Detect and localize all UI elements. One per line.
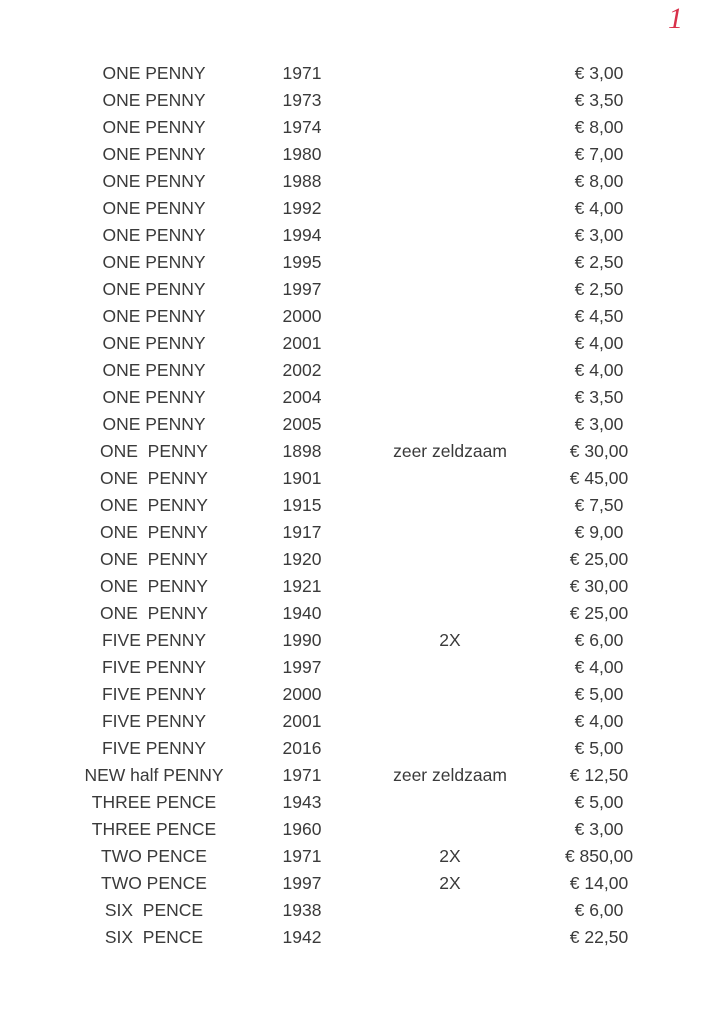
coin-year: 1971 (282, 63, 322, 83)
coin-name: TWO PENCE (101, 846, 207, 866)
coin-year: 1973 (282, 90, 322, 110)
coin-note (370, 924, 530, 951)
coin-year: 1997 (282, 279, 322, 299)
table-row (0, 681, 724, 708)
coin-price: € 22,50 (569, 927, 629, 947)
coin-price: € 3,00 (574, 819, 624, 839)
coin-year: 1974 (282, 117, 322, 137)
coin-note (370, 303, 530, 330)
coin-name: FIVE PENNY (101, 738, 207, 758)
coin-year: 2000 (282, 684, 322, 704)
coin-price: € 4,00 (574, 333, 624, 353)
coin-note (370, 330, 530, 357)
coin-note (370, 141, 530, 168)
coin-name: ONE PENNY (102, 63, 206, 83)
table-row (0, 276, 724, 303)
table-row (0, 114, 724, 141)
coin-year: 1901 (282, 468, 322, 488)
coin-year: 1971 (282, 846, 322, 866)
coin-note: zeer zeldzaam (393, 765, 507, 785)
coin-price: € 3,00 (574, 63, 624, 83)
coin-year: 1940 (282, 603, 322, 623)
coin-note (370, 816, 530, 843)
coin-year: 2001 (282, 333, 322, 353)
coin-name: ONE PENNY (100, 441, 208, 461)
coin-note (370, 897, 530, 924)
coin-name: ONE PENNY (100, 495, 208, 515)
coin-year: 1960 (282, 819, 322, 839)
table-row (0, 222, 724, 249)
table-row (0, 546, 724, 573)
coin-price: € 4,50 (574, 306, 624, 326)
coin-name: ONE PENNY (102, 387, 206, 407)
coin-price: € 14,00 (569, 873, 629, 893)
coin-name: ONE PENNY (102, 252, 206, 272)
coin-year: 2002 (282, 360, 322, 380)
table-row (0, 60, 724, 87)
coin-price: € 3,00 (574, 225, 624, 245)
coin-price: € 4,00 (574, 198, 624, 218)
table-row (0, 303, 724, 330)
coin-price-list (0, 60, 724, 951)
table-row (0, 816, 724, 843)
coin-name: ONE PENNY (100, 576, 208, 596)
coin-note (370, 276, 530, 303)
coin-price: € 850,00 (564, 846, 634, 866)
coin-name: FIVE PENNY (101, 630, 207, 650)
coin-note (370, 735, 530, 762)
coin-price: € 3,50 (574, 90, 624, 110)
table-row (0, 654, 724, 681)
table-row (0, 519, 724, 546)
coin-note: 2X (439, 630, 461, 650)
coin-name: SIX PENCE (104, 927, 204, 947)
coin-name: ONE PENNY (102, 414, 206, 434)
coin-price: € 4,00 (574, 657, 624, 677)
table-row (0, 600, 724, 627)
coin-note (370, 654, 530, 681)
table-row (0, 492, 724, 519)
coin-name: ONE PENNY (100, 603, 208, 623)
table-row (0, 195, 724, 222)
table-row (0, 789, 724, 816)
coin-year: 2016 (282, 738, 322, 758)
coin-year: 1943 (282, 792, 322, 812)
coin-price: € 30,00 (569, 441, 629, 461)
coin-name: ONE PENNY (102, 198, 206, 218)
table-row (0, 438, 724, 465)
coin-note (370, 789, 530, 816)
coin-price: € 3,00 (574, 414, 624, 434)
coin-year: 1997 (282, 873, 322, 893)
coin-note (370, 384, 530, 411)
page-number: 1 (668, 2, 683, 35)
coin-year: 1921 (282, 576, 322, 596)
coin-name: THREE PENCE (91, 819, 217, 839)
coin-year: 1995 (282, 252, 322, 272)
coin-note: zeer zeldzaam (393, 441, 507, 461)
coin-year: 2000 (282, 306, 322, 326)
coin-price: € 8,00 (574, 171, 624, 191)
table-row (0, 924, 724, 951)
coin-name: NEW half PENNY (84, 765, 224, 785)
table-row (0, 384, 724, 411)
coin-note (370, 573, 530, 600)
coin-name: ONE PENNY (102, 333, 206, 353)
coin-year: 2004 (282, 387, 322, 407)
coin-name: ONE PENNY (100, 468, 208, 488)
coin-year: 1917 (282, 522, 322, 542)
coin-year: 1997 (282, 657, 322, 677)
coin-year: 2001 (282, 711, 322, 731)
table-row (0, 465, 724, 492)
coin-name: FIVE PENNY (101, 657, 207, 677)
coin-year: 2005 (282, 414, 322, 434)
coin-price: € 5,00 (574, 684, 624, 704)
coin-note (370, 411, 530, 438)
table-row (0, 87, 724, 114)
coin-year: 1988 (282, 171, 322, 191)
table-row (0, 627, 724, 654)
coin-name: ONE PENNY (100, 549, 208, 569)
table-row (0, 357, 724, 384)
coin-note (370, 195, 530, 222)
coin-price: € 25,00 (569, 603, 629, 623)
coin-note (370, 357, 530, 384)
coin-note (370, 492, 530, 519)
table-row (0, 870, 724, 897)
table-row (0, 708, 724, 735)
coin-name: ONE PENNY (100, 522, 208, 542)
coin-price: € 30,00 (569, 576, 629, 596)
table-row (0, 168, 724, 195)
coin-year: 1920 (282, 549, 322, 569)
coin-note (370, 87, 530, 114)
coin-note (370, 600, 530, 627)
coin-price: € 3,50 (574, 387, 624, 407)
coin-year: 1898 (282, 441, 322, 461)
coin-name: ONE PENNY (102, 171, 206, 191)
coin-note (370, 546, 530, 573)
coin-name: FIVE PENNY (101, 684, 207, 704)
coin-price: € 6,00 (574, 900, 624, 920)
coin-note (370, 681, 530, 708)
table-row (0, 141, 724, 168)
coin-name: ONE PENNY (102, 90, 206, 110)
coin-note (370, 519, 530, 546)
coin-name: SIX PENCE (104, 900, 204, 920)
coin-price: € 6,00 (574, 630, 624, 650)
coin-price: € 5,00 (574, 792, 624, 812)
coin-price: € 7,00 (574, 144, 624, 164)
coin-price: € 5,00 (574, 738, 624, 758)
coin-name: THREE PENCE (91, 792, 217, 812)
coin-note (370, 465, 530, 492)
coin-price: € 2,50 (574, 252, 624, 272)
coin-name: ONE PENNY (102, 360, 206, 380)
coin-year: 1942 (282, 927, 322, 947)
coin-year: 1994 (282, 225, 322, 245)
coin-note (370, 60, 530, 87)
coin-price: € 8,00 (574, 117, 624, 137)
coin-name: FIVE PENNY (101, 711, 207, 731)
coin-name: ONE PENNY (102, 117, 206, 137)
coin-year: 1915 (282, 495, 322, 515)
coin-price: € 9,00 (574, 522, 624, 542)
coin-price: € 4,00 (574, 711, 624, 731)
table-row (0, 573, 724, 600)
coin-name: ONE PENNY (102, 225, 206, 245)
table-row (0, 330, 724, 357)
table-row (0, 735, 724, 762)
coin-price: € 12,50 (569, 765, 629, 785)
coin-note: 2X (439, 846, 461, 866)
coin-price: € 2,50 (574, 279, 624, 299)
table-row (0, 411, 724, 438)
table-row (0, 843, 724, 870)
coin-year: 1938 (282, 900, 322, 920)
coin-year: 1992 (282, 198, 322, 218)
table-row (0, 762, 724, 789)
coin-price: € 45,00 (569, 468, 629, 488)
coin-year: 1980 (282, 144, 322, 164)
coin-year: 1990 (282, 630, 322, 650)
coin-name: ONE PENNY (102, 306, 206, 326)
coin-note: 2X (439, 873, 461, 893)
table-row (0, 897, 724, 924)
coin-price: € 25,00 (569, 549, 629, 569)
coin-year: 1971 (282, 765, 322, 785)
coin-price: € 7,50 (574, 495, 624, 515)
coin-note (370, 114, 530, 141)
coin-note (370, 708, 530, 735)
coin-name: TWO PENCE (101, 873, 207, 893)
coin-name: ONE PENNY (102, 144, 206, 164)
coin-price: € 4,00 (574, 360, 624, 380)
coin-note (370, 249, 530, 276)
table-row (0, 249, 724, 276)
coin-name: ONE PENNY (102, 279, 206, 299)
coin-note (370, 222, 530, 249)
coin-note (370, 168, 530, 195)
